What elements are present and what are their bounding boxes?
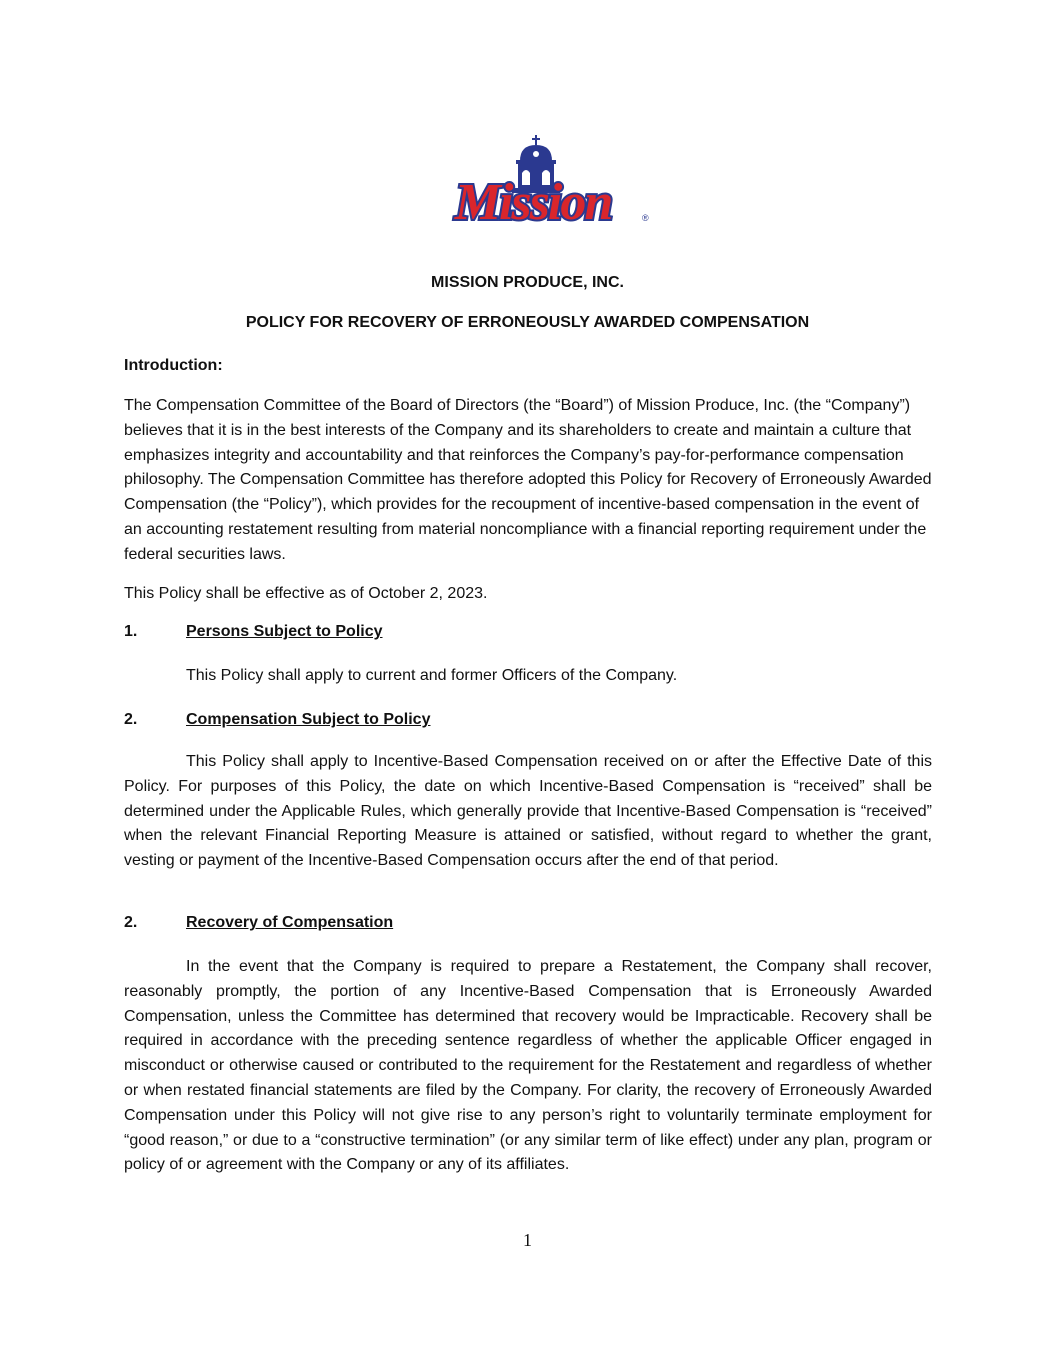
section-number: 2. (124, 711, 138, 728)
section-number: 1. (124, 623, 138, 640)
effective-date-text: This Policy shall be effective as of October 2, 2023. (124, 585, 488, 602)
company-name: MISSION PRODUCE, INC. (431, 274, 624, 291)
section-2-body: This Policy shall apply to Incentive-Based Compensation received on or after the Effective Date of this Policy. For purposes of this Policy, the date on which Incentive-Based Compensation is “received” shall be determined under the Applicable Rules, which generally provide that Incentive-Based Compensation is “received” when the relevant Financial Reporting Measure is attained or satisfied, without regard to whether the grant, vesting or payment of the Incentive-Based Compensation occurs after the end of that period. (124, 753, 932, 870)
section-number: 2. (124, 914, 138, 931)
section-3-heading (124, 913, 393, 933)
section-1-body: This Policy shall apply to current and former Officers of the Company. (186, 667, 678, 684)
page-number: 1 (523, 1230, 532, 1250)
trademark-symbol: ® (642, 213, 649, 223)
section-1-heading (124, 622, 383, 642)
section-title: Recovery of Compensation (186, 914, 394, 931)
section-3-body: In the event that the Company is required to prepare a Restatement, the Company shall recover, reasonably promptly, the portion of any Incentive-Based Compensation that is Erroneously Awarded Compensation, unless the Committee has determined that recovery would be Impracticable. Recovery shall be required in accordance with the preceding sentence regardless of whether the applicable Officer engaged in misconduct or otherwise caused or contributed to the requirement for the Restatement and regardless of whether or when restated financial statements are filed by the Company. For clarity, the recovery of Erroneously Awarded Compensation under this Policy will not give rise to any person’s right to voluntarily terminate employment for “good reason,” or due to a “constructive termination” (or any similar term of like effect) under any plan, program or policy of or agreement with the Company or any of its affiliates. (124, 958, 932, 1174)
intro-heading: Introduction: (124, 357, 223, 374)
mission-logo (416, 133, 650, 237)
intro-paragraph: The Compensation Committee of the Board of Directors (the “Board”) of Mission Produce, Inc. (the “Company”) believes that it is in the best interests of the Company and its shareholders to create and maintain a culture that emphasizes integrity and accountability and that reinforces the Company’s pay-for-performance compensation philosophy. The Compensation Committee has therefore adopted this Policy for Recovery of Erroneously Awarded Compensation (the “Policy”), which provides for the recoupment of incentive-based compensation in the event of an accounting restatement resulting from material noncompliance with a financial reporting requirement under the federal securities laws. (124, 397, 932, 563)
section-title: Compensation Subject to Policy (186, 711, 431, 728)
section-2-heading (124, 710, 430, 730)
policy-title: POLICY FOR RECOVERY OF ERRONEOUSLY AWARDED COMPENSATION (245, 314, 810, 331)
logo-wordmark: Mission (454, 174, 612, 231)
section-title: Persons Subject to Policy (186, 623, 383, 640)
